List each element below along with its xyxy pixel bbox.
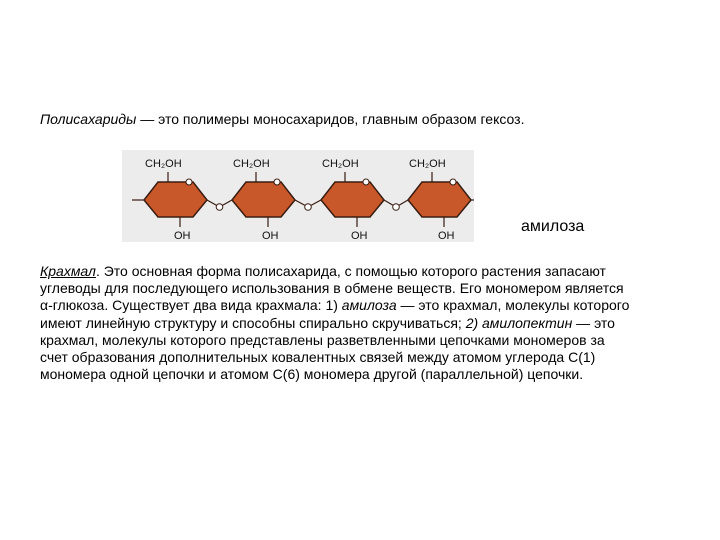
ring-oxygen-atom (450, 179, 456, 185)
intro-line (40, 110, 524, 128)
amylose-chain-diagram (122, 150, 474, 242)
ring-oxygen-atom (186, 179, 192, 185)
ring-oxygen-atom (274, 179, 280, 185)
oh-label: OH (174, 230, 191, 242)
figure-caption: амилоза (521, 218, 585, 235)
starch-text-c: — это крахмал, молекулы которого представлены разветвленными цепочками мономеров за счет образования дополнительных ковалентных связей между атомом углерода С(1) мономера одной цепочки и атомом С(6) мономера другой (параллельной) цепочки. (40, 314, 615, 383)
ch2oh-label: CH₂OH (409, 158, 446, 170)
starch-paragraph (40, 263, 630, 383)
starch-term: Крахмал (40, 263, 96, 279)
intro-text: — это полимеры моносахаридов, главным образом гексоз. (136, 111, 525, 127)
glucose-ring (232, 182, 295, 217)
amylose-structure-figure (122, 150, 474, 242)
oh-label: OH (351, 230, 368, 242)
bridging-oxygen-atom (393, 204, 400, 211)
amylopectin-term: 2) амилопектин (465, 314, 573, 331)
bridging-oxygen-atom (305, 204, 312, 211)
glucose-ring (408, 182, 471, 217)
starch-text-a: . Это основная форма полисахарида, с помощью которого растения запасают углеводы для последующего использования в обмене веществ. Его мономером является α-глюкоза. Существует два вида крахмала: 1) (40, 263, 624, 314)
glucose-ring (321, 182, 384, 217)
intro-term: Полисахариды (40, 111, 137, 127)
ch2oh-label: CH₂OH (145, 158, 182, 170)
bridging-oxygen-atom (216, 204, 223, 211)
amylose-term: амилоза (341, 297, 397, 314)
oh-label: OH (438, 230, 455, 242)
oh-label: OH (262, 230, 279, 242)
starch-text-b: — это крахмал, молекулы которого имеют линейную структуру и способны спирально скручиваться; (40, 297, 630, 331)
ch2oh-label: CH₂OH (233, 158, 270, 170)
ch2oh-label: CH₂OH (322, 158, 359, 170)
ring-oxygen-atom (363, 179, 369, 185)
glucose-ring (144, 182, 207, 217)
